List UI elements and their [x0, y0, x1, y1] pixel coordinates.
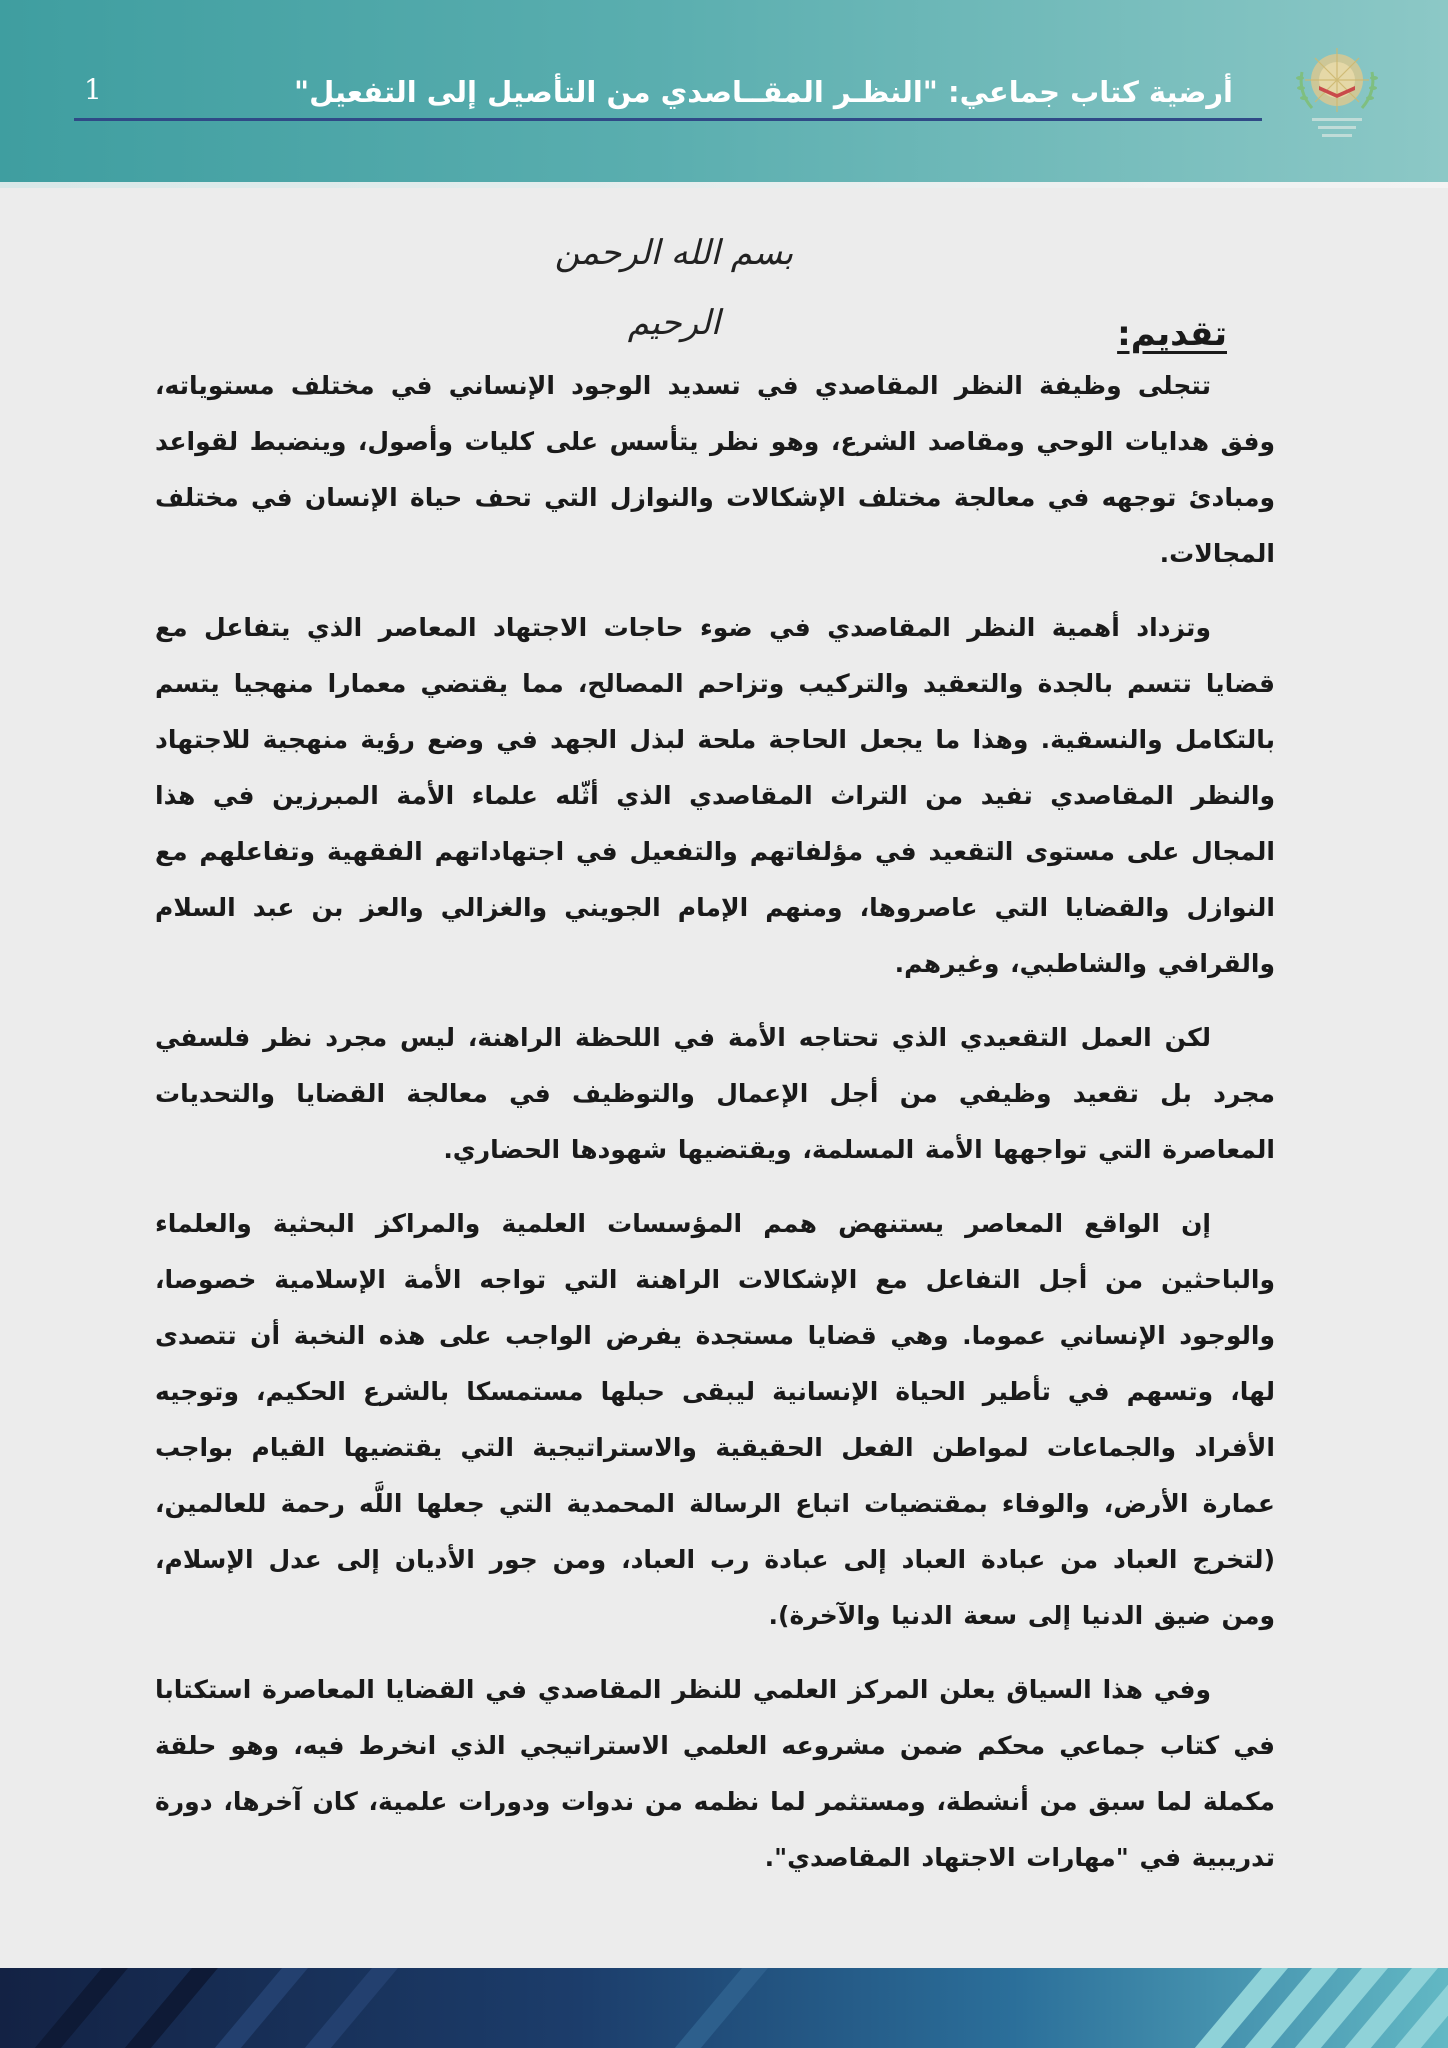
page-footer-band	[0, 1968, 1448, 2048]
center-logo-emblem-icon	[1282, 42, 1392, 142]
paragraph-3: لكن العمل التقعيدي الذي تحتاجه الأمة في اللحظة الراهنة، ليس مجرد نظر فلسفي مجرد بل تقعيد وظيفي من أجل الإعمال والتوظيف في معالجة القضايا والتحديات المعاصرة التي تواجهها الأمة المسلمة، ويقتضيها شهودها الحضاري.	[155, 1023, 1275, 1164]
header-divider	[74, 118, 1262, 121]
section-heading: تقديم:	[1117, 314, 1227, 354]
footer-stripe	[641, 1968, 784, 2048]
paragraph-4: إن الواقع المعاصر يستنهض همم المؤسسات العلمية والمراكز البحثية والعلماء والباحثين من أجل التفاعل مع الإشكالات الراهنة التي تواجه الأمة الإسلامية خصوصا، والوجود الإنساني عموما. وهي قضايا مستجدة يفرض الواجب على هذه النخبة أن تتصدى لها، وتسهم في تأطير الحياة الإنسانية ليبقى حبلها مستمسكا بالشرع الحكيم، وتوجيه الأفراد والجماعات لمواطن الفعل الحقيقية والاستراتيجية التي يقتضيها القيام بواجب عمارة الأرض، والوفاء بمقتضيات اتباع الرسالة المحمدية التي جعلها اللَّه رحمة للعالمين، (لتخرج العباد من عبادة العباد إلى عبادة رب العباد، ومن جور الأديان إلى عدل الإسلام، ومن ضيق الدنيا إلى سعة الدنيا والآخرة).	[155, 1209, 1275, 1630]
header-base-strip	[0, 182, 1448, 188]
document-body	[155, 310, 1275, 1910]
paragraph-2: وتزداد أهمية النظر المقاصدي في ضوء حاجات الاجتهاد المعاصر الذي يتفاعل مع قضايا تتسم بالجدة والتعقيد والتركيب وتزاحم المصالح، مما يقتضي معمارا منهجيا يتسم بالتكامل والنسقية. وهذا ما يجعل الحاجة ملحة لبذل الجهد في وضع رؤية منهجية للاجتهاد والنظر المقاصدي تفيد من التراث المقاصدي الذي أثّله علماء الأمة المبرزين في هذا المجال على مستوى التقعيد في مؤلفاتهم والتفعيل في اجتهاداتهم الفقهية وتفاعلهم مع النوازل والقضايا التي عاصروها، ومنهم الإمام الجويني والغزالي والعز بن عبد السلام والقرافي والشاطبي، وغيرهم.	[155, 613, 1275, 978]
paragraph-5: وفي هذا السياق يعلن المركز العلمي للنظر المقاصدي في القضايا المعاصرة استكتابا في كتاب جماعي محكم ضمن مشروعه العلمي الاستراتيجي الذي انخرط فيه، وهو حلقة مكملة لما سبق من أنشطة، ومستثمر لما نظمه من ندوات ودورات علمية، كان آخرها، دورة تدريبية في "مهارات الاجتهاد المقاصدي".	[155, 1675, 1275, 1872]
basmala: بسم الله الرحمن الرحيم	[554, 233, 794, 343]
footer-stripe	[1, 1968, 144, 2048]
page-number: 1	[84, 73, 102, 106]
page-header	[0, 0, 1448, 182]
paragraph-1: تتجلى وظيفة النظر المقاصدي في تسديد الوجود الإنساني في مختلف مستوياته، وفق هدايات الوحي ومقاصد الشرع، وهو نظر يتأسس على كليات وأصول، وينضبط لقواعد ومبادئ توجهه في معالجة مختلف الإشكالات والنوازل التي تحف حياة الإنسان في مختلف المجالات.	[155, 371, 1275, 568]
header-title: أرضية كتاب جماعي: "النظـر المقــاصدي من التأصيل إلى التفعيل"	[293, 75, 1233, 109]
